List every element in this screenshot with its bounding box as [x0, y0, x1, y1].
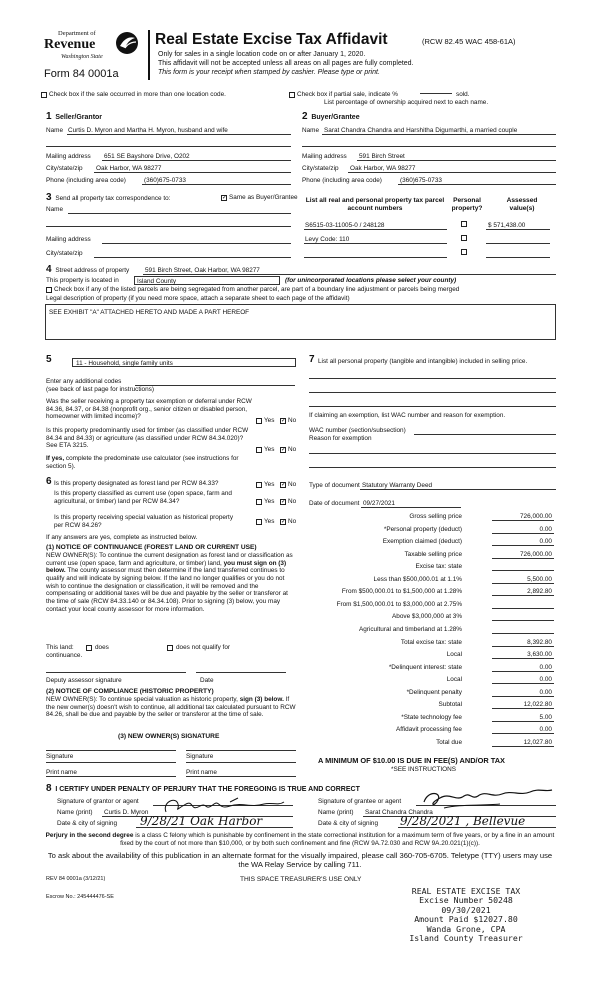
- tax-row-line: [492, 608, 554, 609]
- forest-no-label: No: [288, 481, 297, 488]
- section7-text: List all personal property (tangible and intangible) included in selling price.: [318, 358, 528, 365]
- owner-sig-label2: Signature: [186, 753, 214, 760]
- tax-row-line: [492, 558, 554, 559]
- partial-sale-label: Check box if partial sale, indicate %: [297, 91, 398, 98]
- see-back-note: (see back of last page for instructions): [46, 386, 154, 393]
- buyer-city-label: City/state/zip: [302, 165, 339, 172]
- county-value: Island County: [137, 277, 177, 285]
- section3-number: 3: [46, 192, 52, 203]
- section7-number: 7: [309, 354, 315, 365]
- assessed-value[interactable]: $ 571,438.00: [488, 222, 526, 229]
- q1-yes-label: Yes: [264, 417, 275, 424]
- multi-location-checkbox[interactable]: [41, 92, 47, 98]
- tax-row-label: Local: [446, 651, 462, 659]
- buyer-city-line: [348, 172, 556, 173]
- street-line: [143, 274, 556, 275]
- tax-row-label: Exemption claimed (deduct): [382, 538, 462, 546]
- sold-label: sold.: [456, 91, 470, 98]
- stamp-line1: REAL ESTATE EXCISE TAX: [411, 886, 521, 896]
- deputy-date-label: Date: [200, 677, 214, 684]
- q2-no-checkbox[interactable]: ✓: [281, 447, 287, 453]
- q1-no-label: No: [288, 417, 297, 424]
- personal-property-line2[interactable]: [309, 392, 556, 393]
- header-sub2: This affidavit will not be accepted unless all areas on all pages are fully completed.: [158, 60, 414, 67]
- q1-yes-checkbox[interactable]: [256, 418, 262, 424]
- tax-row-label: *Delinquent interest: state: [388, 663, 462, 671]
- historic-yes-label: Yes: [264, 518, 275, 525]
- grantee-signature-label: Signature of grantee or agent: [318, 798, 402, 805]
- grantee-date-line: [398, 827, 556, 828]
- seller-city-line: [94, 172, 291, 173]
- assessed-line1: [486, 229, 550, 230]
- forest-no-checkbox[interactable]: ✓: [281, 482, 287, 488]
- tax-row-label: Local: [446, 676, 462, 684]
- list-percentage-note: List percentage of ownership acquired next to each name.: [324, 99, 489, 106]
- dept-of-text: Department of: [58, 30, 96, 37]
- seller-phone-label: Phone (including area code): [46, 177, 126, 184]
- tax-row-label: Less than $500,000.01 at 1.1%: [373, 575, 462, 583]
- wac-line[interactable]: [414, 434, 556, 435]
- section6-q3: Is this property receiving special valuation as historical property per RCW 84.26?: [54, 514, 234, 529]
- tax-row-label: Agricultural and timberland at 1.28%: [358, 625, 462, 633]
- predominate-use-note: complete the predominate use calculator (see instructions for section 5).: [46, 455, 239, 470]
- send-mailing-line[interactable]: [102, 243, 291, 244]
- revenue-text: Revenue: [44, 37, 96, 52]
- stamp-line6: Island County Treasurer: [409, 933, 523, 944]
- seller-name[interactable]: Curtis D. Myron and Martha H. Myron, husband and wife: [68, 127, 228, 134]
- owner-print-label1: Print name: [46, 769, 77, 776]
- perjury-text: is a class C felony which is punishable by confinement in the state correctional institution for a maximum term of five years, or by a fine in an amount fixed by the court of not more than $10,000, or by both such confinement and fine (RCW 9A.72.030 and RCW 9A.20.021(1)(c)).: [120, 832, 555, 847]
- doc-type[interactable]: Statutory Warranty Deed: [362, 482, 433, 489]
- section5-q1: Was the seller receiving a property tax exemption or deferral under RCW 84.36, 84.37, or 84.38 (nonprofit org., senior citizen or disabled person, homeowner with limited income)?: [46, 398, 252, 421]
- current-use-no-checkbox[interactable]: ✓: [281, 499, 287, 505]
- assessed-line3: [486, 257, 550, 258]
- does-checkbox[interactable]: [86, 645, 92, 651]
- tax-row-value[interactable]: 12,027.80: [523, 738, 552, 746]
- header-sub1: Only for sales in a single location code on or after January 1, 2020.: [158, 51, 366, 58]
- buyer-mailing-label: Mailing address: [302, 153, 347, 160]
- personal-property-checkbox2[interactable]: [461, 235, 467, 241]
- tax-row-value[interactable]: 0.00: [539, 726, 552, 734]
- q2-yes-label: Yes: [264, 446, 275, 453]
- tax-row-line: [492, 658, 554, 659]
- q2-yes-checkbox[interactable]: [256, 447, 262, 453]
- section1-number: 1: [46, 111, 52, 122]
- legal-description-box[interactable]: [45, 304, 556, 340]
- tax-row-line: [492, 646, 554, 647]
- section5-q2: Is this property predominantly used for timber (as classified under RCW 84.34 and 84.33) or agriculture (as classified under RCW 84.34.020)? See ETA 3215.: [46, 427, 249, 450]
- notice1-title: (1) NOTICE OF CONTINUANCE (FOREST LAND OR CURRENT USE): [46, 544, 257, 551]
- seller-name-line: [67, 134, 291, 135]
- washington-state-text: Washington State: [61, 54, 103, 60]
- tax-row-line: [492, 583, 554, 584]
- tax-row-line: [492, 683, 554, 684]
- section5-number: 5: [46, 354, 52, 365]
- seller-name-line2: [46, 146, 291, 147]
- personal-property-line3[interactable]: [309, 406, 556, 407]
- levy-code[interactable]: Levy Code: 110: [305, 236, 350, 243]
- owner-print-label2: Print name: [186, 769, 217, 776]
- forest-yes-label: Yes: [264, 481, 275, 488]
- buyer-name-line: [322, 134, 556, 135]
- tax-row-line: [492, 721, 554, 722]
- grantee-name-label: Name (print): [318, 809, 354, 816]
- notice1-part-c: The county assessor must then determine if the land transferred continues to qualify and will indicate by signing below. If the land no longer qualifies or you do not wish to continue the designation or classification, it will be removed and the compensating or additional taxes will be due and payable by the seller or transferor at the time of sale (RCW 84.33.140 or 84.34.108). Prior to signing (3) below, you may contact your local county assessor for more information.: [46, 567, 288, 613]
- grantor-signature-icon: [160, 794, 290, 818]
- perjury-statement: [44, 832, 556, 847]
- q2-no-label: No: [288, 446, 297, 453]
- tax-row-value[interactable]: 0.00: [539, 525, 552, 533]
- seller-name-label: Name: [46, 127, 64, 134]
- historic-no-checkbox[interactable]: ✓: [281, 519, 287, 525]
- tax-row-label: *State technology fee: [401, 713, 462, 721]
- grantor-date-city[interactable]: 9/28/21 Oak Harbor: [140, 814, 263, 828]
- section1-title: Seller/Grantor: [55, 114, 103, 121]
- buyer-phone-label: Phone (including area code): [302, 177, 382, 184]
- perjury-bold: Perjury in the second degree: [45, 832, 134, 839]
- tax-row-line: [492, 746, 554, 747]
- current-use-no-label: No: [288, 498, 297, 505]
- forest-yes-checkbox[interactable]: [256, 482, 262, 488]
- seller-city-label: City/state/zip: [46, 165, 83, 172]
- notice3-title: (3) NEW OWNER(S) SIGNATURE: [118, 733, 220, 740]
- tax-row-value[interactable]: 0.00: [539, 688, 552, 696]
- grantor-name[interactable]: Curtis D. Myron: [104, 809, 149, 816]
- tax-row-value[interactable]: 0.00: [539, 538, 552, 546]
- section2-title: Buyer/Grantee: [311, 114, 360, 121]
- tax-row-label: Total excise tax: state: [400, 638, 462, 646]
- owner-print-underline2: [186, 776, 296, 777]
- doc-date-line: [361, 507, 461, 508]
- tax-row-value[interactable]: 726,000.00: [520, 550, 552, 558]
- escrow-number: Escrow No.: 245444476-SE: [46, 894, 114, 900]
- continuance-label: continuance.: [46, 652, 83, 659]
- exemption-note: If claiming an exemption, list WAC number and reason for exemption.: [309, 412, 506, 419]
- section3-header: [46, 192, 170, 204]
- parcel-col-header: List all real and personal property tax parcel account numbers: [305, 197, 445, 212]
- send-mailing-label: Mailing address: [46, 236, 91, 243]
- if-yes-bold: If yes,: [46, 455, 65, 462]
- header-divider: [148, 30, 150, 80]
- notice2-part-a: NEW OWNER(S): To continue special valuation as historic property,: [46, 696, 238, 703]
- tax-row-line: [492, 671, 554, 672]
- buyer-mailing[interactable]: 591 Birch Street: [359, 153, 405, 160]
- legal-description-label: Legal description of property (if you need more space, attach a separate sheet to each page of the affidavit): [46, 295, 350, 302]
- buyer-name-line2: [302, 146, 556, 147]
- multi-location-label: Check box if the sale occurred in more than one location code.: [49, 91, 226, 98]
- grantor-date-label: Date & city of signing: [57, 820, 118, 827]
- doc-type-line: [360, 489, 556, 490]
- owner-print-line2[interactable]: [186, 762, 296, 763]
- send-name-line[interactable]: [68, 213, 291, 214]
- if-any-yes: If any answers are yes, complete as instructed below.: [46, 534, 198, 541]
- stamp-line5: Wanda Grone, CPA: [426, 923, 506, 934]
- section8-number: 8: [46, 783, 52, 794]
- stamp-line3: 09/30/2021: [441, 904, 491, 915]
- deputy-date-line[interactable]: [196, 672, 286, 673]
- grantee-date-label: Date & city of signing: [318, 820, 379, 827]
- tax-row-line: [492, 595, 554, 596]
- tax-row-label: Gross selling price: [409, 513, 462, 520]
- segregated-label: Check box if any of the listed parcels are being segregated from another parcel, are part of a boundary line adjustment or parcels being merged: [54, 286, 460, 293]
- section3-title: Send all property tax correspondence to:: [55, 195, 171, 202]
- personal-property-line1[interactable]: [309, 378, 556, 379]
- form-rcw: (RCW 82.45 WAC 458-61A): [422, 37, 516, 46]
- section5-q2-note: [46, 455, 256, 470]
- tax-row-line: [492, 533, 554, 534]
- tax-row-line: [492, 696, 554, 697]
- tax-row-label: *Personal property (deduct): [383, 525, 462, 533]
- partial-sale-checkbox[interactable]: [289, 92, 295, 98]
- buyer-city[interactable]: Oak Harbor, WA 98277: [350, 165, 416, 172]
- form-number: Form 84 0001a: [44, 68, 119, 80]
- parcel-line3: [304, 257, 447, 258]
- seller-mailing-label: Mailing address: [46, 153, 91, 160]
- same-as-buyer-label: Same as Buyer/Grantee: [229, 194, 298, 201]
- tax-row-value[interactable]: 0.00: [539, 676, 552, 684]
- tax-row-line: [492, 545, 554, 546]
- stamp-line4: Amount Paid $12027.80: [414, 914, 518, 925]
- section4-street-row: [46, 264, 129, 276]
- seller-phone[interactable]: (360)675-0733: [144, 177, 186, 184]
- assessed-line2: [486, 243, 550, 244]
- tax-row-value[interactable]: 3,630.00: [527, 651, 552, 659]
- grantor-name-label: Name (print): [57, 809, 93, 816]
- segregated-checkbox[interactable]: [46, 287, 52, 293]
- tax-row-value[interactable]: 12,022.80: [523, 701, 552, 709]
- notice2-title: (2) NOTICE OF COMPLIANCE (HISTORIC PROPERTY): [46, 688, 214, 695]
- tax-row-line: [492, 733, 554, 734]
- section2-number: 2: [302, 111, 308, 122]
- grantee-name[interactable]: Sarat Chandra Chandra: [365, 809, 433, 816]
- tax-row-line: [492, 633, 554, 634]
- does-not-label: does not qualify for: [176, 644, 230, 651]
- treasurer-only: THIS SPACE TREASURER'S USE ONLY: [240, 876, 362, 883]
- same-as-buyer-checkbox[interactable]: ✓: [222, 195, 228, 201]
- notice1-part-a: NEW OWNER(S): To continue the current designation as forest land or classification as current use (open space, farm and agriculture, or timber) land,: [46, 552, 293, 567]
- tax-row-label: From $1,500,000.01 to $3,000,000 at 2.75%: [336, 600, 462, 608]
- county-select[interactable]: [134, 276, 280, 285]
- revision: REV 84 0001a (3/12/21): [46, 876, 106, 882]
- doc-date-label: Date of document: [309, 500, 360, 507]
- does-label: does: [95, 644, 109, 651]
- notice1-body: [46, 552, 296, 614]
- tax-row-line: [492, 570, 554, 571]
- owner-print-underline1: [46, 776, 176, 777]
- tax-row-value[interactable]: 0.00: [539, 663, 552, 671]
- tax-row-line: [492, 708, 554, 709]
- grantee-date-city[interactable]: 9/28/2021 , Bellevue: [400, 814, 526, 828]
- section4-number: 4: [46, 264, 52, 275]
- owner-sig-label1: Signature: [46, 753, 74, 760]
- buyer-phone-line: [398, 184, 556, 185]
- seller-mailing-line: [102, 160, 291, 161]
- section6-number: 6: [46, 476, 52, 487]
- buyer-name[interactable]: Sarat Chandra Chandra and Harshitha Digumarthi, a married couple: [324, 127, 518, 134]
- reason-label: Reason for exemption: [309, 435, 372, 442]
- section2-header: [302, 111, 360, 123]
- legal-description: SEE EXHIBIT "A" ATTACHED HERETO AND MADE A PART HEREOF: [49, 309, 250, 316]
- owner-sig-line2[interactable]: [186, 750, 296, 751]
- deputy-signature-label: Deputy assessor signature: [46, 677, 122, 684]
- doc-date[interactable]: 09/27/2021: [363, 500, 395, 507]
- revenue-logo-icon: [114, 31, 140, 55]
- tax-row-value[interactable]: 726,000.00: [520, 513, 552, 520]
- tax-row-value[interactable]: 5,500.00: [527, 575, 552, 583]
- county-note: (for unincorporated locations please select your county): [285, 277, 457, 284]
- reason-line2[interactable]: [309, 467, 556, 468]
- tax-row-value[interactable]: 5.00: [539, 713, 552, 721]
- form-title: Real Estate Excise Tax Affidavit: [155, 31, 388, 48]
- deputy-signature-line[interactable]: [46, 672, 186, 673]
- grantor-date-line: [136, 827, 293, 828]
- use-code-select[interactable]: [72, 358, 296, 367]
- notice1-part-b: you must sign on (3) below.: [46, 559, 287, 575]
- section6-q2: Is this property classified as current use (open space, farm and agricultural, or timber) land per RCW 84.34?: [54, 490, 232, 505]
- tax-row-label: Affidavit processing fee: [396, 726, 462, 734]
- parcel-line1: [304, 229, 447, 230]
- partial-sale-percent-line[interactable]: [420, 93, 452, 94]
- property-street[interactable]: 591 Birch Street, Oak Harbor, WA 98277: [145, 267, 260, 274]
- additional-codes-label: Enter any additional codes: [46, 378, 122, 385]
- notice2-body: [46, 696, 296, 719]
- q1-no-checkbox[interactable]: ✓: [281, 418, 287, 424]
- personal-property-checkbox3[interactable]: [461, 249, 467, 255]
- tax-row-label: Excise tax: state: [415, 563, 462, 571]
- notice2-part-c: If the new owner(s) doesn't wish to continue, all additional tax calculated pursuant to RCW 84.26, shall be due and payable by the seller or transferor at the time of sale.: [46, 696, 296, 719]
- treasurer-stamp: [396, 887, 536, 944]
- reason-line1[interactable]: [309, 453, 556, 454]
- owner-sig-line1[interactable]: [46, 750, 176, 751]
- tax-row-label: Taxable selling price: [404, 550, 462, 558]
- current-use-yes-label: Yes: [264, 498, 275, 505]
- send-city-line[interactable]: [94, 257, 291, 258]
- grantor-signature-label: Signature of grantor or agent: [57, 798, 139, 805]
- seller-mailing[interactable]: 651 SE Bayshore Drive, O202: [104, 153, 190, 160]
- alternate-format: To ask about the availability of this publication in an alternate format for the visually impaired, please call 360-705-6705. Teletype (TTY) users may use the WA Relay Service by calling 711.: [47, 851, 553, 870]
- personal-col-header: Personal property?: [451, 197, 483, 212]
- street-label: Street address of property: [55, 267, 130, 274]
- section6-q1: Is this property designated as forest land per RCW 84.33?: [54, 480, 219, 487]
- wac-label: WAC number (section/subsection): [309, 427, 406, 434]
- current-use-yes-checkbox[interactable]: [256, 499, 262, 505]
- parcel-number[interactable]: S6515-03-11005-0 / 248128: [305, 222, 385, 229]
- buyer-mailing-line: [357, 160, 556, 161]
- tax-row-value[interactable]: 2,892.80: [527, 588, 552, 596]
- owner-print-line1[interactable]: [46, 762, 176, 763]
- certify-text: I CERTIFY UNDER PENALTY OF PERJURY THAT THE FOREGOING IS TRUE AND CORRECT: [55, 786, 360, 793]
- send-name-line2: [46, 226, 291, 227]
- tax-row-label: *Delinquent penalty: [406, 688, 462, 696]
- notice2-part-b: sign (3) below.: [239, 696, 284, 703]
- see-instructions: *SEE INSTRUCTIONS: [391, 766, 456, 773]
- tax-row-label: From $500,000.01 to $1,500,000 at 1.28%: [341, 588, 462, 596]
- buyer-phone[interactable]: (360)675-0733: [400, 177, 442, 184]
- stamp-line2: Excise Number 50248: [419, 895, 513, 906]
- send-city-label: City/state/zip: [46, 250, 83, 257]
- seller-phone-line: [142, 184, 291, 185]
- historic-yes-checkbox[interactable]: [256, 519, 262, 525]
- minimum-due: A MINIMUM OF $10.00 IS DUE IN FEE(S) AND/OR TAX: [318, 756, 505, 765]
- send-name-label: Name: [46, 206, 64, 213]
- header-sub3: This form is your receipt when stamped by cashier. Please type or print.: [158, 69, 380, 76]
- tax-row-line: [492, 620, 554, 621]
- historic-no-label: No: [288, 518, 297, 525]
- tax-row-label: Total due: [436, 738, 462, 746]
- personal-property-checkbox1[interactable]: [461, 221, 467, 227]
- doc-type-label: Type of document: [309, 482, 360, 489]
- county-label: This property is located in: [46, 277, 119, 284]
- assessed-col-header: Assessed value(s): [506, 197, 538, 212]
- tax-row-line: [492, 520, 554, 521]
- does-not-checkbox[interactable]: [167, 645, 173, 651]
- tax-row-value[interactable]: 8,392.80: [527, 638, 552, 646]
- this-land-label: This land:: [46, 644, 74, 651]
- buyer-name-label: Name: [302, 127, 320, 134]
- additional-codes-line[interactable]: [135, 385, 295, 386]
- tax-row-label: Subtotal: [438, 701, 462, 709]
- parcel-line2: [304, 243, 447, 244]
- grantee-signature-icon: [420, 786, 556, 812]
- use-code-value: 11 - Household, single family units: [76, 359, 173, 367]
- seller-city[interactable]: Oak Harbor, WA 98277: [96, 165, 162, 172]
- section1-header: [46, 111, 102, 123]
- tax-row-label: Above $3,000,000 at 3%: [392, 613, 462, 621]
